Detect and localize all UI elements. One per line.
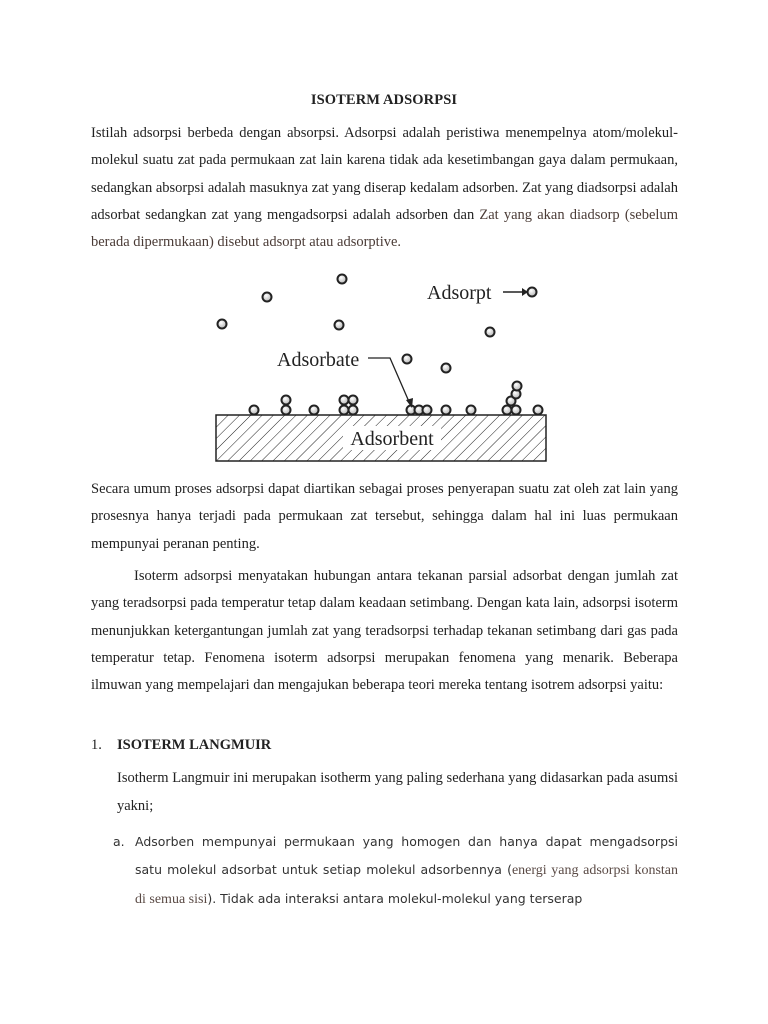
langmuir-paragraph: Isotherm Langmuir ini merupakan isotherm yang paling sederhana yang didasarkan pada asumsi yakni; bbox=[117, 770, 678, 814]
adsorbate-label: Adsorbate bbox=[277, 349, 360, 371]
document-title: ISOTERM ADSORPSI bbox=[310, 92, 458, 108]
adsorbent-label: Adsorbent bbox=[350, 428, 434, 450]
assumption-a-text-1: Adsorben mempunyai permukaan yang homogen dan hanya dapat mengadsorpsi satu molekul adsorbat untuk setiap molekul adsorbennya ( bbox=[135, 834, 678, 877]
assumption-a-text-2: ). Tidak ada interaksi antara molekul-molekul yang terserap bbox=[207, 891, 583, 906]
intro-highlight: Zat yang akan diadsorp (sebelum berada dipermukaan) disebut adsorpt atau adsorptive. bbox=[91, 206, 678, 251]
adsorbate-pointer bbox=[368, 358, 410, 404]
adsorption-figure bbox=[200, 262, 565, 468]
adsorpt-label: Adsorpt bbox=[427, 282, 492, 304]
intro-paragraph bbox=[91, 120, 678, 256]
assumption-a bbox=[135, 828, 678, 914]
general-paragraph: Secara umum proses adsorpsi dapat diartikan sebagai proses penyerapan suatu zat oleh zat lain yang prosesnya hanya terjadi pada permukaan zat tersebut, sehingga dalam hal ini luas permukaan mempunyai peranan penting. bbox=[91, 481, 678, 552]
list-number: 1. bbox=[91, 737, 102, 753]
sub-item-letter: a. bbox=[113, 834, 125, 849]
adsorbate-molecules bbox=[250, 382, 543, 415]
assumption-a-highlight: energi yang adsorpsi konstan di semua sisi bbox=[135, 863, 678, 907]
langmuir-heading: ISOTERM LANGMUIR bbox=[117, 737, 272, 753]
intro-text: Istilah adsorpsi berbeda dengan absorpsi. Adsorpsi adalah peristiwa menempelnya atom/molekul-molekul suatu zat pada permukaan zat lain karena tidak ada kesetimbangan gaya dalam permukaan, sedangkan absorpsi adalah masuknya zat yang diserap kedalam adsorben. Zat yang diadsorpsi adalah adsorbat sedangkan zat yang mengadsorpsi adalah adsorben dan bbox=[91, 125, 678, 223]
isotherm-paragraph: Isoterm adsorpsi menyatakan hubungan antara tekanan parsial adsorbat dengan jumlah zat yang teradsorpsi pada temperatur tetap dalam keadaan setimbang. Dengan kata lain, adsorpsi isoterm menunjukkan ketergantungan jumlah zat yang teradsorpsi terhadap tekanan setimbang dari gas pada temperatur tetap. Fenomena isoterm adsorpsi merupakan fenomena yang menarik. Beberapa ilmuwan yang mempelajari dan mengajukan beberapa teori mereka tentang isotrem adsorpsi yaitu: bbox=[91, 568, 678, 694]
